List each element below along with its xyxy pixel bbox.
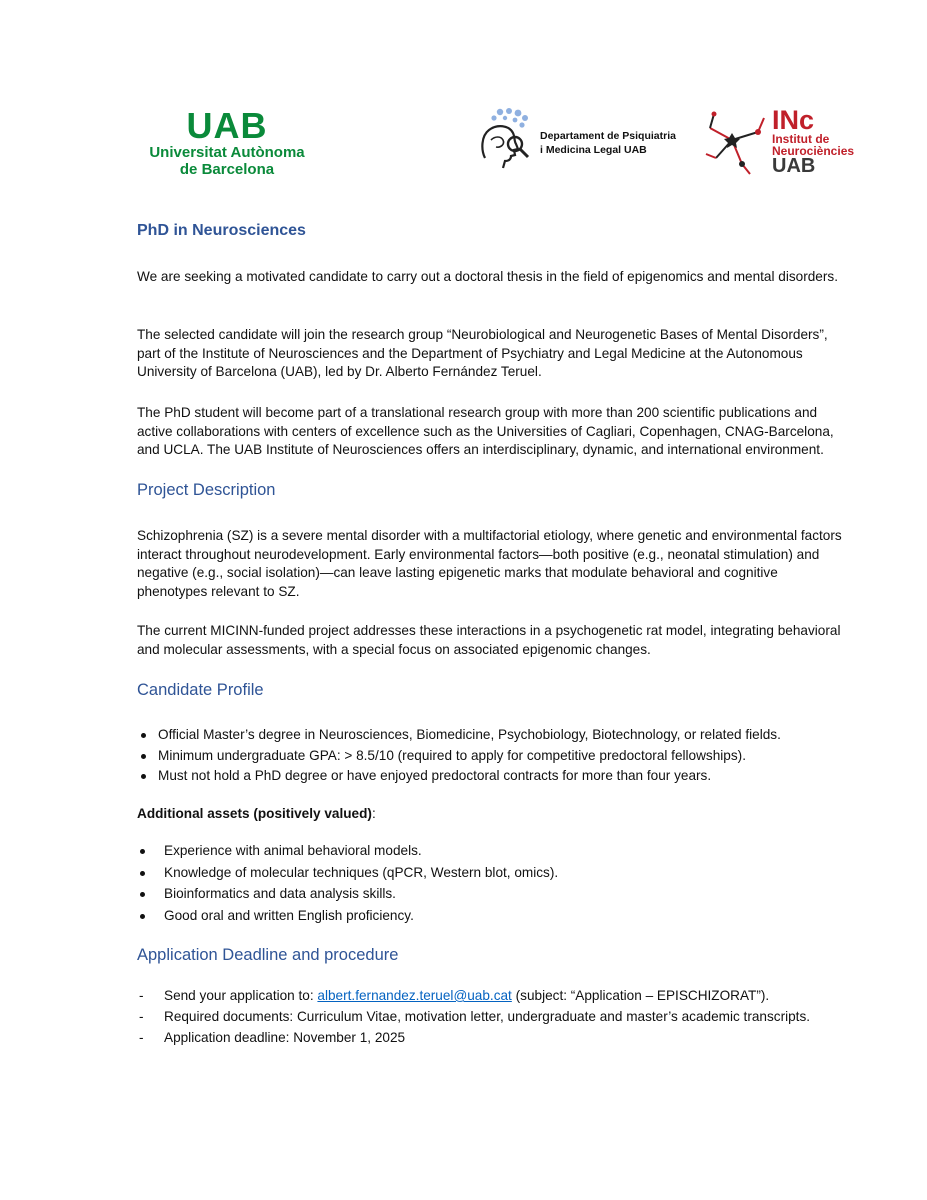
requirements-list bbox=[137, 725, 781, 787]
uab-logo-line2: de Barcelona bbox=[179, 161, 275, 178]
intro-paragraph-3: The PhD student will become part of a translational research group with more than 200 scientific publications and active collaborations with centers of excellence such as the Universities of Cagliari, Copenhagen, CNAG-Barcelona, and UCLA. The UAB Institute of Neurosciences offers an interdisciplinary, dynamic, and international environment. bbox=[137, 405, 834, 458]
project-paragraph-2: The current MICINN-funded project addresses these interactions in a psychogenetic rat model, integrating behavioral and molecular assessments, with a special focus on associated epigenomic changes. bbox=[137, 623, 841, 657]
assets-list bbox=[137, 841, 558, 928]
list-item: Good oral and written English proficiency. bbox=[137, 906, 558, 927]
department-logo bbox=[475, 106, 695, 170]
list-item: Must not hold a PhD degree or have enjoyed predoctoral contracts for more than four years. bbox=[137, 766, 781, 787]
list-item: Minimum undergraduate GPA: > 8.5/10 (required to apply for competitive predoctoral fellowships). bbox=[137, 746, 781, 767]
page-title: PhD in Neurosciences bbox=[137, 222, 306, 239]
intro-paragraph-1: We are seeking a motivated candidate to carry out a doctoral thesis in the field of epigenomics and mental disorders. bbox=[137, 269, 838, 284]
uab-logo bbox=[137, 105, 317, 178]
inc-logo-line2: Neurociències bbox=[772, 144, 855, 158]
inc-logo-line1: Institut de bbox=[772, 132, 830, 146]
additional-assets-colon: : bbox=[371, 806, 376, 821]
list-item: Knowledge of molecular techniques (qPCR, Western blot, omics). bbox=[137, 863, 558, 884]
list-item: - Required documents: Curriculum Vitae, motivation letter, undergraduate and master’s academic transcripts. bbox=[137, 1006, 810, 1027]
neuron-network-icon bbox=[702, 106, 768, 178]
uab-logo-abbr: UAB bbox=[186, 105, 268, 146]
list-item: Official Master’s degree in Neurosciences, Biomedicine, Psychobiology, Biotechnology, or related fields. bbox=[137, 725, 781, 746]
additional-assets-label bbox=[137, 805, 847, 824]
project-description-heading: Project Description bbox=[137, 481, 276, 499]
inc-logo bbox=[702, 106, 862, 178]
email-link[interactable]: albert.fernandez.teruel@uab.cat bbox=[317, 988, 512, 1003]
department-logo-line2: i Medicina Legal UAB bbox=[540, 144, 647, 156]
inc-logo-uab: UAB bbox=[772, 155, 816, 177]
intro-paragraph-2: The selected candidate will join the research group “Neurobiological and Neurogenetic Bases of Mental Disorders”, part of the Institute of Neurosciences and the Department of Psychiatry and Legal Medicine at the Autonomous University of Barcelona (UAB), led by Dr. Alberto Fernández Teruel. bbox=[137, 327, 828, 380]
send-suffix: (subject: “Application – EPISCHIZORAT”). bbox=[511, 988, 770, 1003]
candidate-profile-heading: Candidate Profile bbox=[137, 681, 264, 699]
inc-logo-abbr: INc bbox=[772, 105, 815, 135]
list-item: Experience with animal behavioral models. bbox=[137, 841, 558, 862]
head-magnifier-icon bbox=[475, 106, 539, 170]
send-prefix: Send your application to: bbox=[164, 988, 318, 1003]
application-heading: Application Deadline and procedure bbox=[137, 946, 399, 964]
list-item: Bioinformatics and data analysis skills. bbox=[137, 884, 558, 905]
application-list bbox=[137, 985, 810, 1048]
list-item bbox=[137, 985, 810, 1006]
department-logo-line1: Departament de Psiquiatria bbox=[540, 130, 676, 142]
uab-logo-line1: Universitat Autònoma bbox=[149, 144, 305, 161]
list-item: - Application deadline: November 1, 2025 bbox=[137, 1027, 810, 1048]
project-paragraph-1: Schizophrenia (SZ) is a severe mental disorder with a multifactorial etiology, where genetic and environmental factors interact throughout neurodevelopment. Early environmental factors—both positive (e.g., neonatal stimulation) and negative (e.g., social isolation)—can leave lasting epigenetic marks that modulate behavioral and cognitive phenotypes relevant to SZ. bbox=[137, 528, 842, 600]
additional-assets-title: Additional assets (positively valued) bbox=[137, 806, 372, 821]
